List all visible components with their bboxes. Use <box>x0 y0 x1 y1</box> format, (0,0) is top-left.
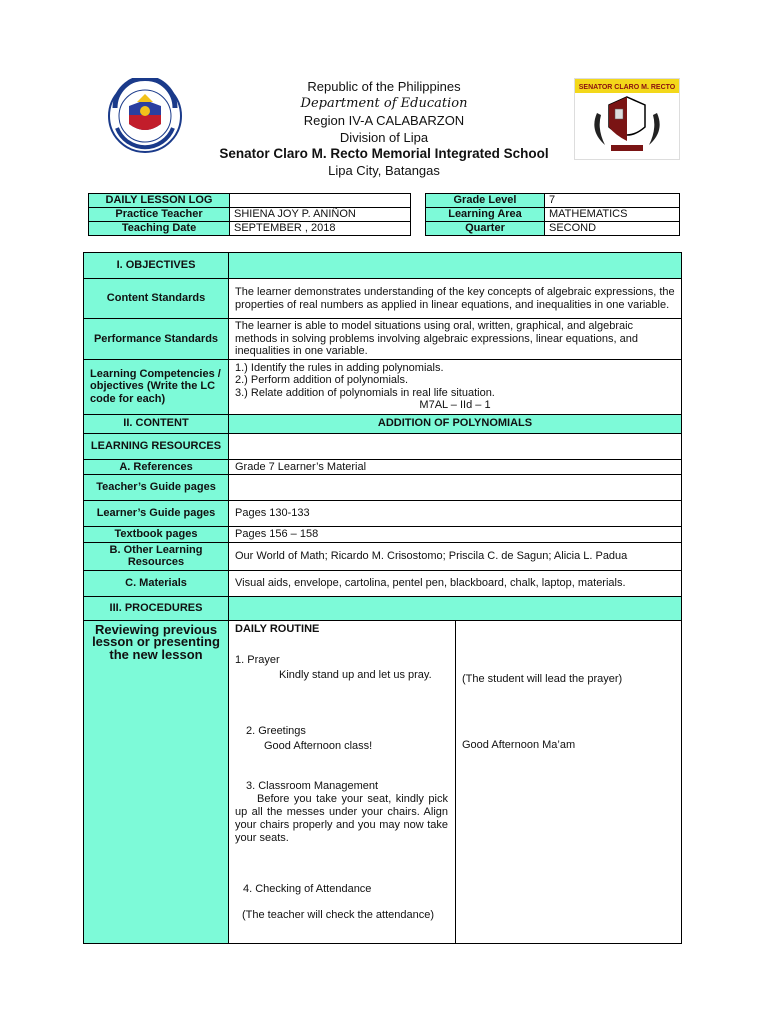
materials-value: Visual aids, envelope, cartolina, pentel pen, blackboard, chalk, laptop, materials. <box>229 570 682 596</box>
textbook-value: Pages 156 – 158 <box>229 527 682 543</box>
practice-teacher-label: Practice Teacher <box>89 208 230 222</box>
competency-item: 2.) Perform addition of polynomials. <box>235 374 409 386</box>
lc-code: M7AL – IId – 1 <box>419 399 491 411</box>
table-row <box>84 433 682 459</box>
header-division: Division of Lipa <box>339 130 429 145</box>
learners-guide-value: Pages 130-133 <box>229 501 682 527</box>
procedures-heading: III. PROCEDURES <box>84 596 229 620</box>
table-row <box>84 527 682 543</box>
quarter-label: Quarter <box>426 222 545 236</box>
other-resources-value: Our World of Math; Ricardo M. Crisostomo; Priscila C. de Sagun; Alicia L. Padua <box>229 542 682 570</box>
table-row <box>84 459 682 475</box>
management-title: 3. Classroom Management <box>246 779 379 792</box>
header-region: Region IV-A CALABARZON <box>303 113 465 128</box>
content-standards-label: Content Standards <box>84 279 229 319</box>
references-label: A. References <box>84 459 229 475</box>
grade-level-label: Grade Level <box>426 194 545 208</box>
header-city: Lipa City, Batangas <box>328 163 440 178</box>
info-row <box>89 194 680 208</box>
header-department: Department of Education <box>300 96 468 111</box>
student-activity-cell <box>456 620 682 943</box>
prayer-title: 1. Prayer <box>235 653 280 666</box>
table-row <box>84 596 682 620</box>
competencies-label: Learning Competencies / objectives (Write the LC code for each) <box>84 359 229 414</box>
performance-standards-label: Performance Standards <box>84 319 229 360</box>
table-row <box>84 501 682 527</box>
prayer-student-response: (The student will lead the prayer) <box>462 672 623 685</box>
other-resources-label: B. Other Learning Resources <box>84 542 229 570</box>
competency-item: 3.) Relate addition of polynomials in real life situation. <box>235 386 495 399</box>
management-text: Before you take your seat, kindly pick up all the messes under your chairs. Align your chairs properly and you may now take your seats. <box>235 792 448 844</box>
teaching-date-value: SEPTEMBER , 2018 <box>230 222 411 236</box>
procedure-step-label: Reviewing previous lesson or presenting the new lesson <box>84 620 229 943</box>
objectives-heading: I. OBJECTIVES <box>84 253 229 279</box>
attendance-title: 4. Checking of Attendance <box>243 882 372 895</box>
header-school: Senator Claro M. Recto Memorial Integrated School <box>219 146 549 161</box>
prayer-text: Kindly stand up and let us pray. <box>279 668 432 681</box>
teachers-guide-label: Teacher’s Guide pages <box>84 475 229 501</box>
daily-lesson-log-label: DAILY LESSON LOG <box>89 194 230 208</box>
info-row <box>89 222 680 236</box>
competency-item: 1.) Identify the rules in adding polynomials. <box>235 361 444 374</box>
performance-standards-text: The learner is able to model situations using oral, written, graphical, and algebraic methods in solving problems involving algebraic expressions, linear equations, and inequalities in one variable. <box>229 319 682 360</box>
textbook-label: Textbook pages <box>84 527 229 543</box>
learning-area-label: Learning Area <box>426 208 545 222</box>
greetings-student-response: Good Afternoon Ma’am <box>462 738 576 751</box>
practice-teacher-value: SHIENA JOY P. ANIÑON <box>230 208 411 222</box>
teachers-guide-value <box>229 475 682 501</box>
daily-lesson-log-value <box>230 194 411 208</box>
content-heading: II. CONTENT <box>84 414 229 433</box>
teaching-date-label: Teaching Date <box>89 222 230 236</box>
table-row <box>84 279 682 319</box>
table-row <box>84 475 682 501</box>
table-row <box>84 570 682 596</box>
table-row <box>84 414 682 433</box>
greetings-text: Good Afternoon class! <box>264 739 373 752</box>
logo-banner-text: SENATOR CLARO M. RECTO <box>578 84 676 91</box>
table-row <box>84 359 682 414</box>
learning-area-value: MATHEMATICS <box>545 208 680 222</box>
table-row <box>84 542 682 570</box>
daily-routine-title: DAILY ROUTINE <box>235 622 320 635</box>
content-topic: ADDITION OF POLYNOMIALS <box>229 414 682 433</box>
lesson-plan-table <box>83 252 682 944</box>
competencies-cell <box>229 359 682 414</box>
teacher-activity-cell <box>229 620 456 943</box>
materials-label: C. Materials <box>84 570 229 596</box>
header-republic: Republic of the Philippines <box>307 79 461 94</box>
content-standards-text: The learner demonstrates understanding of the key concepts of algebraic expressions, the properties of real numbers as applied in linear equations, and inequalities in one variable. <box>229 279 682 319</box>
info-row <box>89 208 680 222</box>
attendance-text: (The teacher will check the attendance) <box>242 908 434 921</box>
references-value: Grade 7 Learner’s Material <box>229 459 682 475</box>
learners-guide-label: Learner’s Guide pages <box>84 501 229 527</box>
greetings-title: 2. Greetings <box>246 724 306 737</box>
table-row <box>84 253 682 279</box>
grade-level-value: 7 <box>545 194 680 208</box>
quarter-value: SECOND <box>545 222 680 236</box>
lesson-info-table <box>88 193 680 236</box>
table-row <box>84 620 682 943</box>
learning-resources-heading: LEARNING RESOURCES <box>84 433 229 459</box>
table-row <box>84 319 682 360</box>
